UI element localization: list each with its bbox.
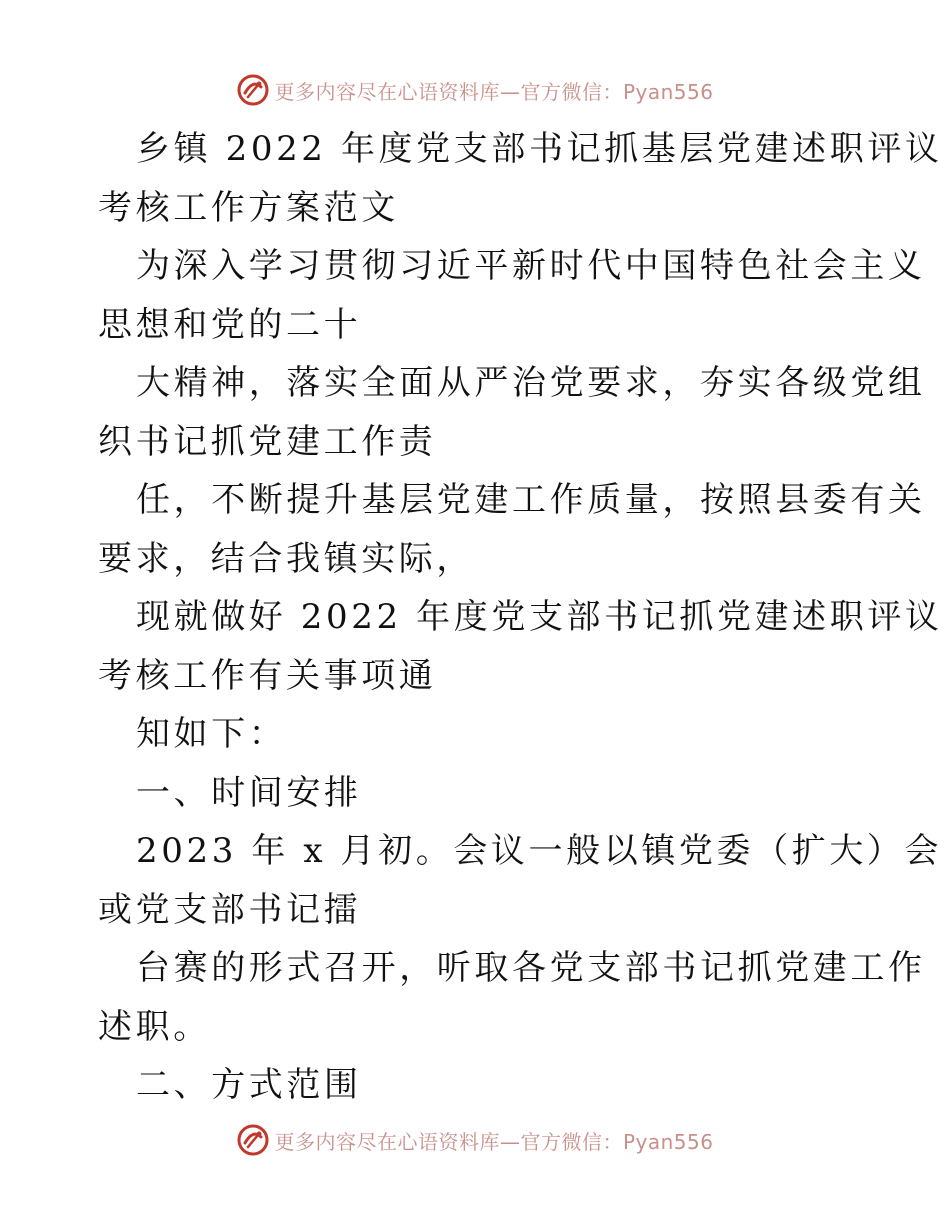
paragraph-line: 或党支部书记擂 xyxy=(98,889,362,930)
paragraph-line: 为深入学习贯彻习近平新时代中国特色社会主义 xyxy=(136,246,926,286)
document-body xyxy=(98,120,943,1115)
paragraph-line: 要求，结合我镇实际， xyxy=(98,538,474,579)
paragraph-line: 思想和党的二十 xyxy=(98,304,362,345)
paragraph-line: 织书记抓党建工作责 xyxy=(98,421,437,462)
seal-logo-icon xyxy=(236,73,270,107)
watermark-text: 更多内容尽在心语资料库—官方微信：Pyan556 xyxy=(274,79,714,104)
paragraph-line: 考核工作有关事项通 xyxy=(98,655,437,696)
paragraph-line: 台赛的形式召开，听取各党支部书记抓党建工作 xyxy=(136,948,926,988)
watermark-footer xyxy=(0,1120,950,1160)
section-heading: 二、方式范围 xyxy=(136,1065,362,1105)
doc-title-line-2: 考核工作方案范文 xyxy=(98,187,399,228)
doc-title-line-1: 乡镇 2022 年度党支部书记抓基层党建述职评议 xyxy=(136,129,943,169)
watermark-header xyxy=(0,70,950,110)
watermark-text: 更多内容尽在心语资料库—官方微信：Pyan556 xyxy=(274,1129,714,1154)
paragraph-line: 述职。 xyxy=(98,1006,211,1047)
section-heading: 一、时间安排 xyxy=(136,772,362,813)
paragraph-line: 2023 年 x 月初。会议一般以镇党委（扩大）会 xyxy=(136,831,943,871)
paragraph-line: 任，不断提升基层党建工作质量，按照县委有关 xyxy=(136,480,926,520)
paragraph-line: 知如下： xyxy=(136,714,287,754)
paragraph-line: 大精神，落实全面从严治党要求，夯实各级党组 xyxy=(136,363,926,403)
paragraph-line: 现就做好 2022 年度党支部书记抓党建述职评议 xyxy=(136,597,943,637)
seal-logo-icon xyxy=(236,1123,270,1157)
